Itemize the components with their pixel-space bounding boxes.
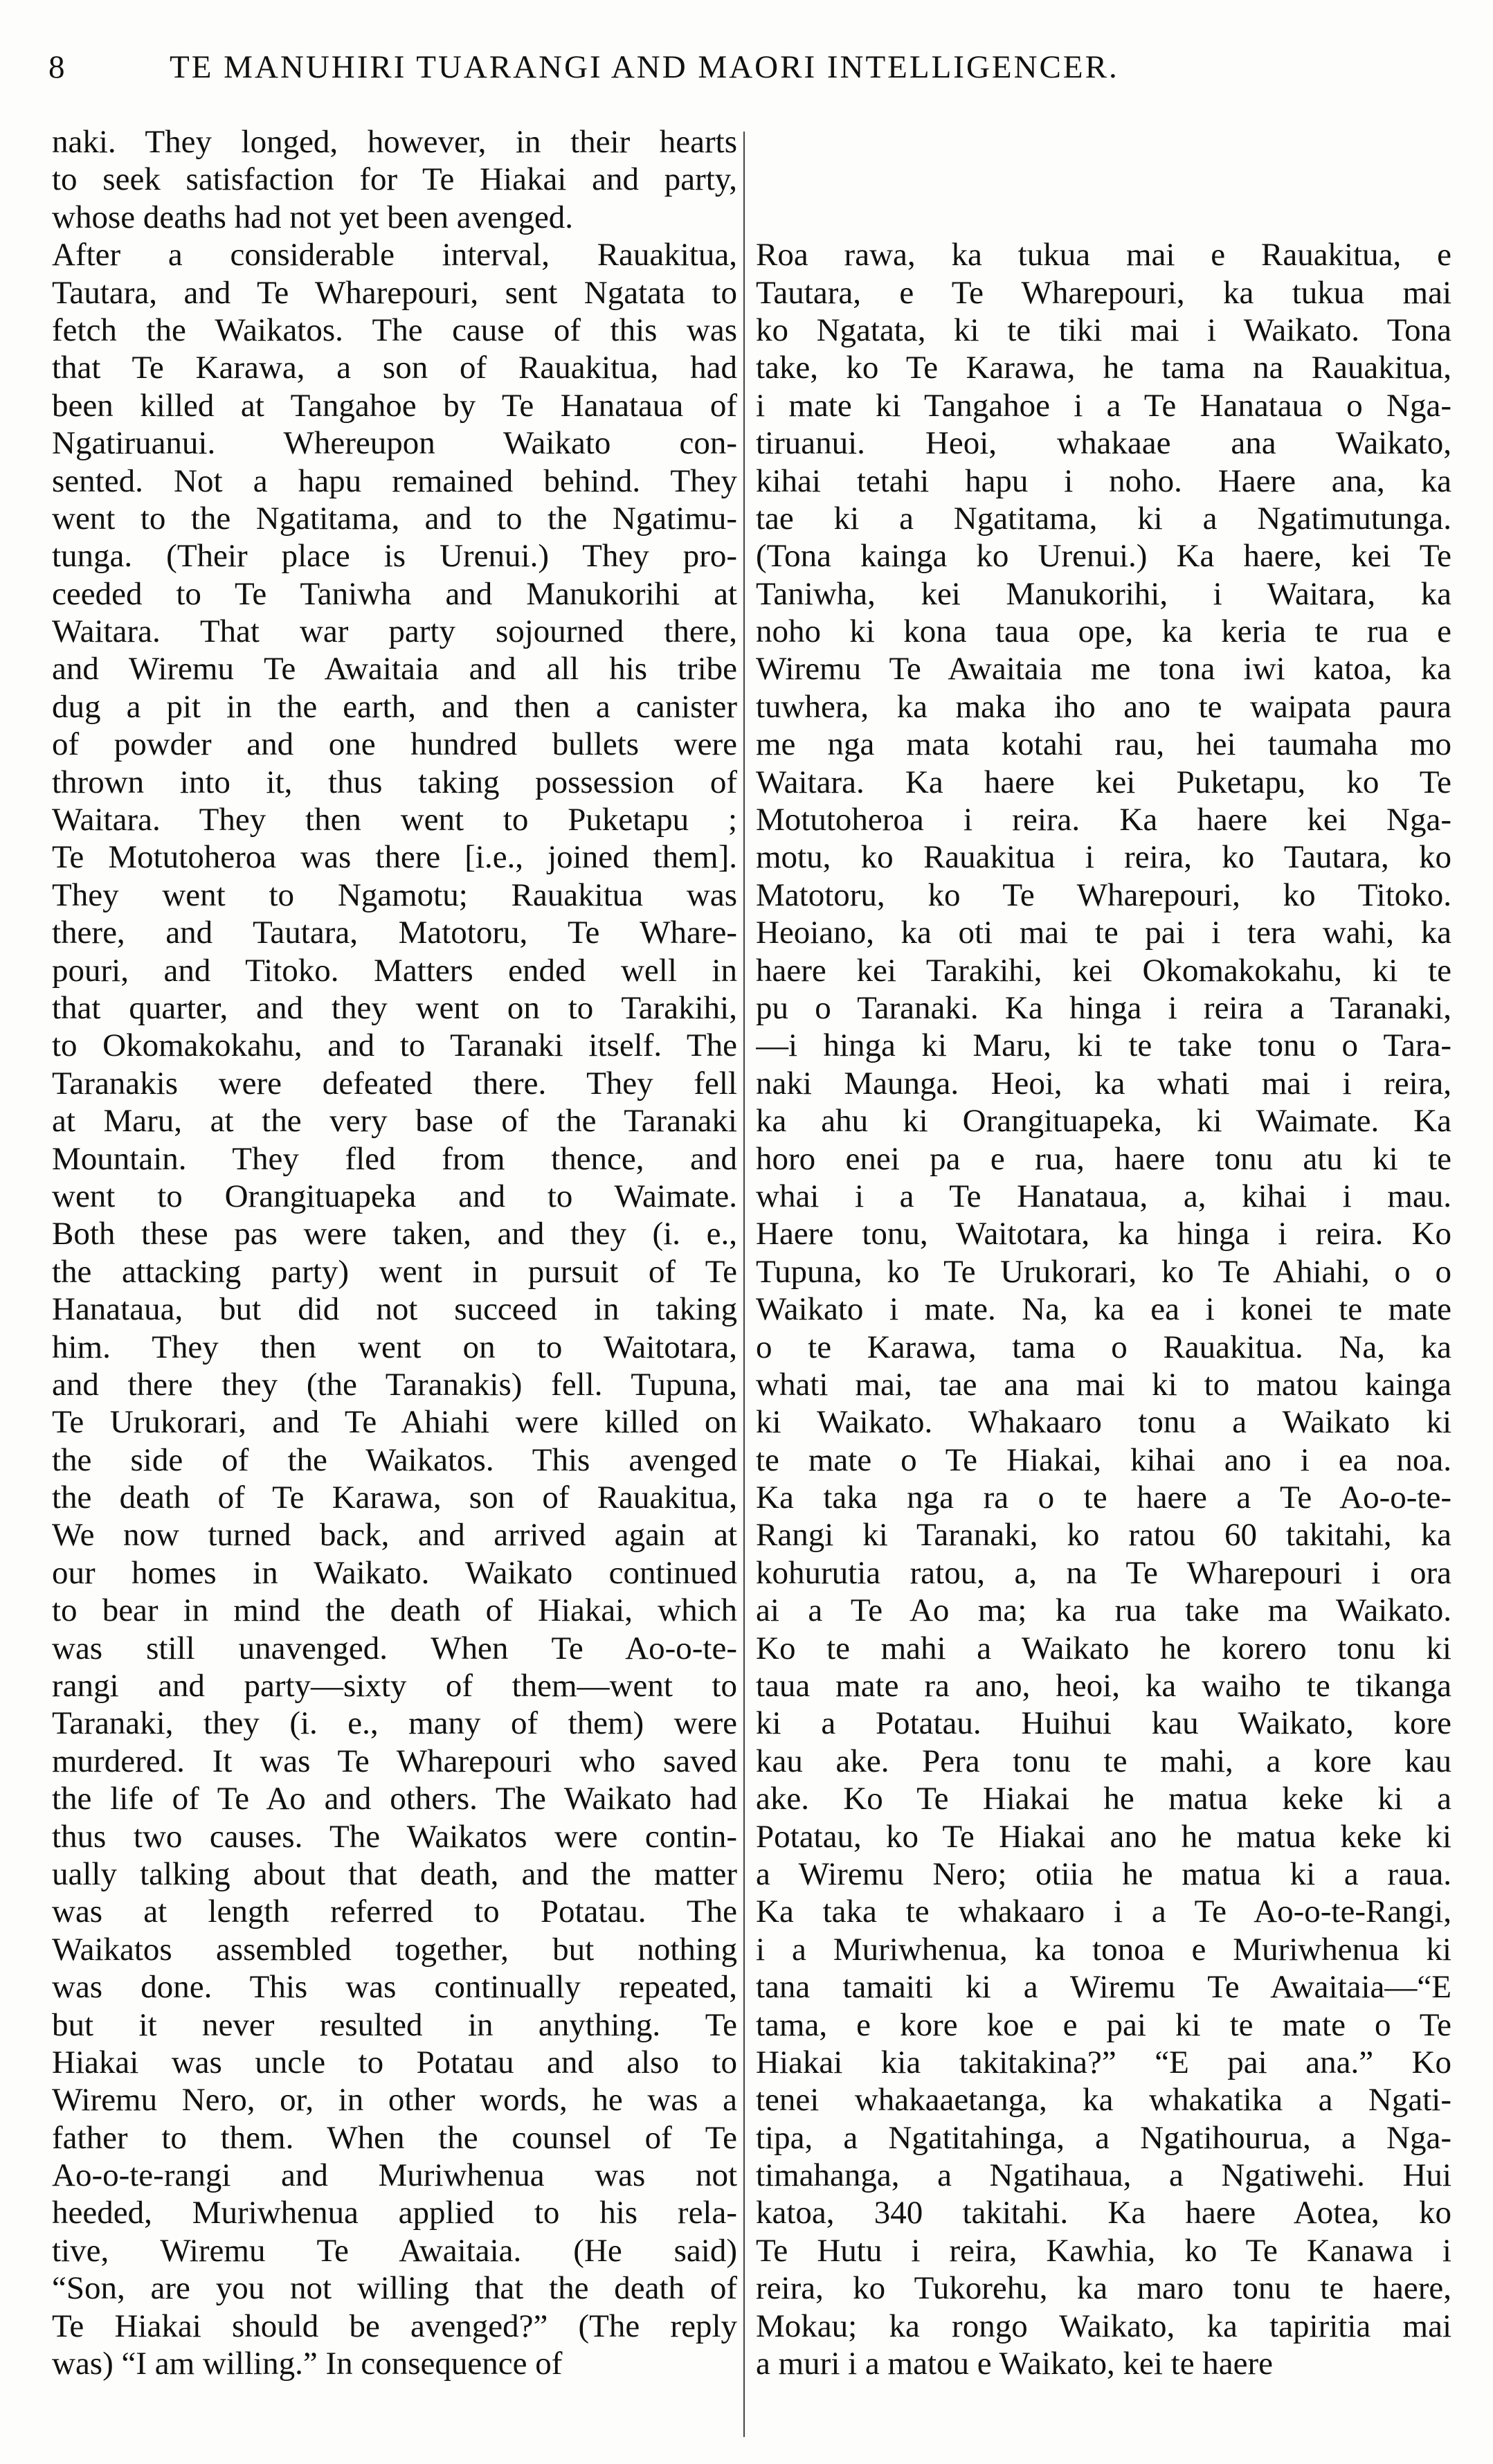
text-line: pouri, and Titoko. Matters ended well in (52, 952, 737, 989)
text-line: to Okomakokahu, and to Taranaki itself. The (52, 1027, 737, 1064)
text-line: Tautara, and Te Wharepouri, sent Ngatata to (52, 274, 737, 311)
text-line: whai i a Te Hanataua, a, kihai i mau. (756, 1178, 1451, 1214)
text-line: the side of the Waikatos. This avenged (52, 1441, 737, 1478)
text-line: was still unavenged. When Te Ao-o-te- (52, 1630, 737, 1666)
text-line: at Maru, at the very base of the Taranaki (52, 1103, 737, 1140)
text-line: noho ki kona taua ope, ka keria te rua e (756, 613, 1451, 650)
text-line: kau ake. Pera tonu te mahi, a kore kau (756, 1743, 1451, 1779)
text-line (756, 123, 1451, 161)
text-line: timahanga, a Ngatihaua, a Ngatiwehi. Hui (756, 2157, 1451, 2194)
text-line: tae ki a Ngatitama, ki a Ngatimutunga. (756, 500, 1451, 537)
text-line: Wiremu Te Awaitaia me tona iwi katoa, ka (756, 651, 1451, 687)
text-line: Te Urukorari, and Te Ahiahi were killed on (52, 1404, 737, 1441)
text-line: Taniwha, kei Manukorihi, i Waitara, ka (756, 575, 1451, 612)
text-line: tiruanui. Heoi, whakaae ana Waikato, (756, 425, 1451, 462)
text-line: Hiakai was uncle to Potatau and also to (52, 2044, 737, 2080)
text-line: ko Ngatata, ki te tiki mai i Waikato. Tona (756, 312, 1451, 348)
text-line: haere kei Tarakihi, kei Okomakokahu, ki te (756, 952, 1451, 989)
text-line: fetch the Waikatos. The cause of this was (52, 312, 737, 348)
text-line: that quarter, and they went on to Tarakihi, (52, 989, 737, 1026)
text-line: (Tona kainga ko Urenui.) Ka haere, kei Te (756, 538, 1451, 575)
text-line: horo enei pa e rua, haere tonu atu ki te (756, 1140, 1451, 1177)
text-line: Waitara. They then went to Puketapu ; (52, 802, 737, 838)
text-line: naki. They longed, however, in their hearts (52, 124, 737, 160)
text-line: Taranakis were defeated there. They fell (52, 1065, 737, 1101)
text-line: ceeded to Te Taniwha and Manukorihi at (52, 575, 737, 612)
text-line: was at length referred to Potatau. The (52, 1894, 737, 1930)
text-line: te mate o Te Hiakai, kihai ano i ea noa. (756, 1441, 1451, 1478)
text-line: Ko te mahi a Waikato he korero tonu ki (756, 1630, 1451, 1666)
text-line: Haere tonu, Waitotara, ka hinga i reira. Ko (756, 1216, 1451, 1252)
text-line: Tautara, e Te Wharepouri, ka tukua mai (756, 274, 1451, 311)
english-column (52, 123, 737, 2382)
text-line: and Wiremu Te Awaitaia and all his tribe (52, 651, 737, 687)
text-line: Wiremu Nero, or, in other words, he was a (52, 2082, 737, 2119)
page-header (48, 48, 1447, 97)
text-line: tuwhera, ka maka iho ano te waipata paura (756, 688, 1451, 725)
text-line: ake. Ko Te Hiakai he matua keke ki a (756, 1781, 1451, 1817)
text-line: Waikato i mate. Na, ka ea i konei te mate (756, 1291, 1451, 1328)
text-line: They went to Ngamotu; Rauakitua was (52, 876, 737, 913)
text-line: a Wiremu Nero; otiia he matua ki a raua. (756, 1855, 1451, 1892)
text-line: was) “I am willing.” In consequence of (52, 2346, 563, 2382)
text-line: Heoiano, ka oti mai te pai i tera wahi, ka (756, 915, 1451, 951)
text-line: that Te Karawa, a son of Rauakitua, had (52, 350, 737, 386)
text-line: him. They then went on to Waitotara, (52, 1329, 737, 1365)
text-line: take, ko Te Karawa, he tama na Rauakitua, (756, 350, 1451, 386)
text-line: rangi and party—sixty of them—went to (52, 1668, 737, 1705)
text-line: tunga. (Their place is Urenui.) They pro- (52, 538, 737, 575)
page-number: 8 (48, 49, 67, 85)
text-line (756, 161, 1451, 198)
text-line: murdered. It was Te Wharepouri who saved (52, 1743, 737, 1779)
text-line: katoa, 340 takitahi. Ka haere Aotea, ko (756, 2195, 1451, 2231)
column-divider (743, 132, 745, 2437)
text-line (756, 199, 1451, 236)
text-line: went to Orangituapeka and to Waimate. (52, 1178, 737, 1214)
text-line: o te Karawa, tama o Rauakitua. Na, ka (756, 1329, 1451, 1365)
text-line: Ngatiruanui. Whereupon Waikato con- (52, 425, 737, 462)
text-line: Matotoru, ko Te Wharepouri, ko Titoko. (756, 876, 1451, 913)
text-line: the death of Te Karawa, son of Rauakitua, (52, 1480, 737, 1516)
text-line: Hanataua, but did not succeed in taking (52, 1291, 737, 1328)
text-line: Ao-o-te-rangi and Muriwhenua was not (52, 2157, 737, 2194)
text-line: We now turned back, and arrived again at (52, 1517, 737, 1554)
text-line: went to the Ngatitama, and to the Ngatimu- (52, 500, 737, 537)
text-line: ually talking about that death, and the matter (52, 1855, 737, 1892)
text-line: Te Motutoheroa was there [i.e., joined them]. (52, 839, 737, 876)
text-line: Ka taka te whakaaro i a Te Ao-o-te-Rangi, (756, 1894, 1451, 1930)
text-line: and there they (the Taranakis) fell. Tupuna, (52, 1366, 737, 1403)
text-line: i a Muriwhenua, ka tonoa e Muriwhenua ki (756, 1931, 1451, 1968)
text-line: After a considerable interval, Rauakitua, (52, 237, 737, 273)
text-line: but it never resulted in anything. Te (52, 2006, 737, 2043)
text-line: “Son, are you not willing that the death of (52, 2270, 737, 2307)
text-line: Mokau; ka rongo Waikato, ka tapiritia mai (756, 2308, 1451, 2344)
text-line: ki Waikato. Whakaaro tonu a Waikato ki (756, 1404, 1451, 1441)
text-line: heeded, Muriwhenua applied to his rela- (52, 2195, 737, 2231)
text-line: Te Hiakai should be avenged?” (The reply (52, 2308, 737, 2344)
text-line: Waitara. That war party sojourned there, (52, 613, 737, 650)
text-line: tipa, a Ngatitahinga, a Ngatihourua, a Nga- (756, 2119, 1451, 2156)
text-line: —i hinga ki Maru, ki te take tonu o Tara- (756, 1027, 1451, 1064)
text-line: Both these pas were taken, and they (i. e., (52, 1216, 737, 1252)
text-line: motu, ko Rauakitua i reira, ko Tautara, ko (756, 839, 1451, 876)
text-line: Potatau, ko Te Hiakai ano he matua keke ki (756, 1818, 1451, 1855)
text-line: the life of Te Ao and others. The Waikato had (52, 1781, 737, 1817)
text-line: dug a pit in the earth, and then a canister (52, 688, 737, 725)
text-line: taua mate ra ano, heoi, ka waiho te tikanga (756, 1668, 1451, 1705)
text-line: Hiakai kia takitakina?” “E pai ana.” Ko (756, 2044, 1451, 2080)
text-line: been killed at Tangahoe by Te Hanataua of (52, 387, 737, 424)
text-line: reira, ko Tukorehu, ka maro tonu te haere, (756, 2270, 1451, 2307)
publication-title: TE MANUHIRI TUARANGI AND MAORI INTELLIGENCER. (170, 49, 1119, 85)
text-line: to seek satisfaction for Te Hiakai and party, (52, 161, 737, 198)
text-line: Rangi ki Taranaki, ko ratou 60 takitahi, ka (756, 1517, 1451, 1554)
text-line: ki a Potatau. Huihui kau Waikato, kore (756, 1705, 1451, 1742)
text-line: kihai tetahi hapu i noho. Haere ana, ka (756, 462, 1451, 499)
text-line: i mate ki Tangahoe i a Te Hanataua o Nga- (756, 387, 1451, 424)
text-line: our homes in Waikato. Waikato continued (52, 1554, 737, 1591)
text-line: of powder and one hundred bullets were (52, 726, 737, 763)
text-line: tive, Wiremu Te Awaitaia. (He said) (52, 2232, 737, 2269)
text-line: Waitara. Ka haere kei Puketapu, ko Te (756, 764, 1451, 800)
text-line: Waikatos assembled together, but nothing (52, 1931, 737, 1968)
text-line: Motutoheroa i reira. Ka haere kei Nga- (756, 802, 1451, 838)
text-line: kohurutia ratou, a, na Te Wharepouri i ora (756, 1554, 1451, 1591)
text-line: to bear in mind the death of Hiakai, which (52, 1592, 737, 1629)
text-line: Ka taka nga ra o te haere a Te Ao-o-te- (756, 1480, 1451, 1516)
text-line: Mountain. They fled from thence, and (52, 1140, 737, 1177)
maori-column (756, 123, 1451, 2382)
text-line: tenei whakaaetanga, ka whakatika a Ngati- (756, 2082, 1451, 2119)
text-line: pu o Taranaki. Ka hinga i reira a Taranaki, (756, 989, 1451, 1026)
text-line: father to them. When the counsel of Te (52, 2119, 737, 2156)
text-line: Te Hutu i reira, Kawhia, ko Te Kanawa i (756, 2232, 1451, 2269)
text-line: me nga mata kotahi rau, hei taumaha mo (756, 726, 1451, 763)
text-line: thrown into it, thus taking possession of (52, 764, 737, 800)
text-line: ai a Te Ao ma; ka rua take ma Waikato. (756, 1592, 1451, 1629)
text-line: a muri i a matou e Waikato, kei te haere (756, 2346, 1274, 2382)
text-line: Taranaki, they (i. e., many of them) were (52, 1705, 737, 1742)
text-line: tama, e kore koe e pai ki te mate o Te (756, 2006, 1451, 2043)
text-line: the attacking party) went in pursuit of Te (52, 1253, 737, 1290)
text-line: Roa rawa, ka tukua mai e Rauakitua, e (756, 237, 1451, 273)
text-line: tana tamaiti ki a Wiremu Te Awaitaia—“E (756, 1969, 1451, 2006)
text-line: whati mai, tae ana mai ki to matou kainga (756, 1366, 1451, 1403)
text-line: whose deaths had not yet been avenged. (52, 199, 574, 235)
text-line: ka ahu ki Orangituapeka, ki Waimate. Ka (756, 1103, 1451, 1140)
text-line: naki Maunga. Heoi, ka whati mai i reira, (756, 1065, 1451, 1101)
text-line: there, and Tautara, Matotoru, Te Whare- (52, 915, 737, 951)
text-line: Tupuna, ko Te Urukorari, ko Te Ahiahi, o o (756, 1253, 1451, 1290)
text-line: was done. This was continually repeated, (52, 1969, 737, 2006)
text-line: sented. Not a hapu remained behind. They (52, 462, 737, 499)
text-line: thus two causes. The Waikatos were contin- (52, 1818, 737, 1855)
